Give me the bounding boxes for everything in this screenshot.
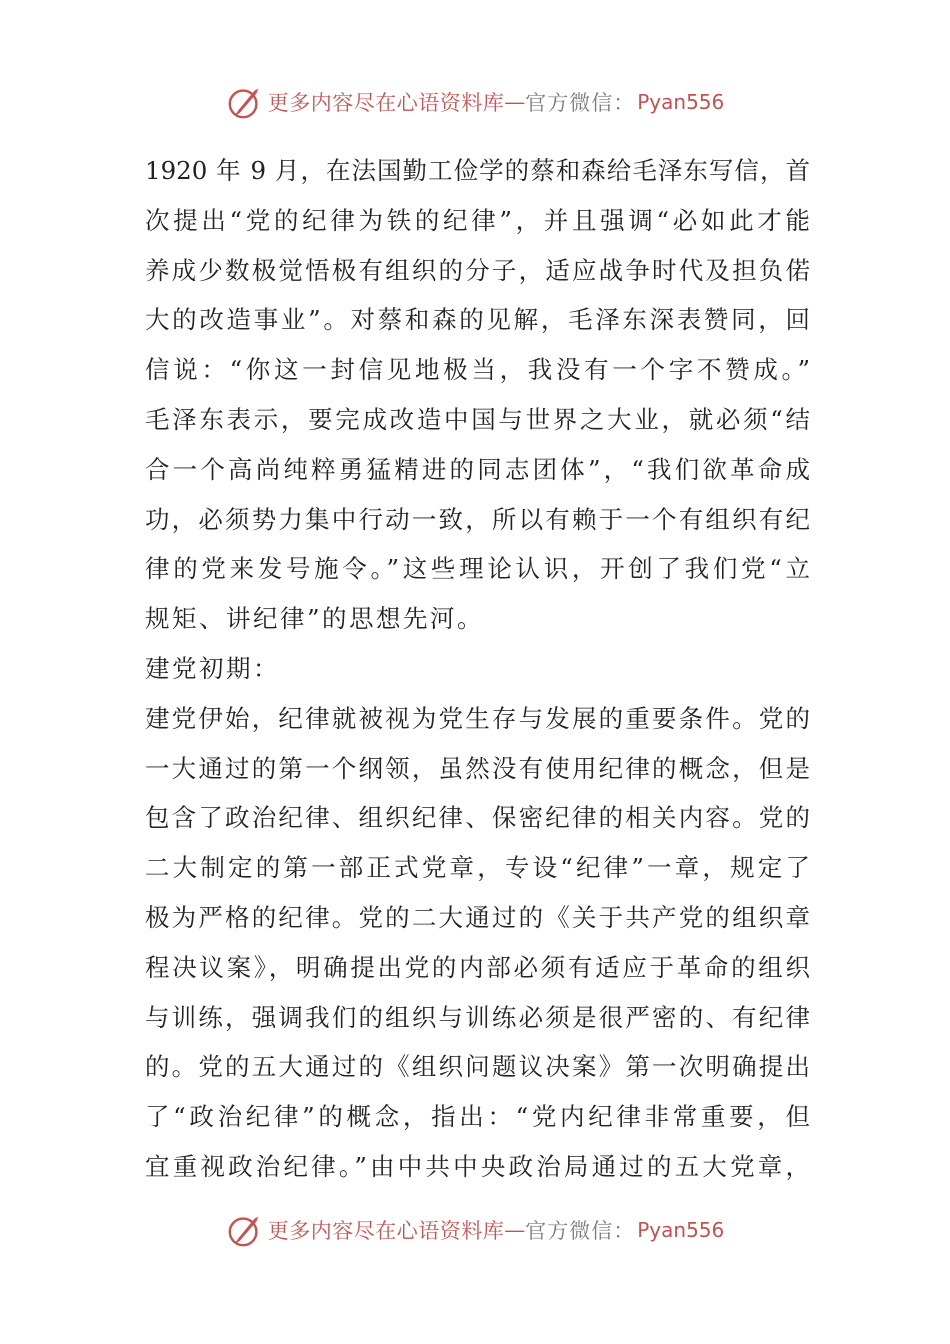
banner-separator: — [504,90,526,114]
text-line: 律的党来发号施令。”这些理论认识，开创了我们党“立 [145,554,810,584]
text-line: 信说：“你这一封信见地极当，我没有一个字不赞成。” [145,355,810,385]
text-line: 一大通过的第一个纲领，虽然没有使用纪律的概念，但是 [145,753,810,783]
wechat-id: Pyan556 [637,1218,725,1242]
text-line: 1920 年 9 月，在法国勤工俭学的蔡和森给毛泽东写信，首 [145,156,810,185]
section-heading: 建党初期： [145,653,280,683]
text-line: 规矩、讲纪律”的思想先河。 [145,604,485,634]
text-line: 建党伊始，纪律就被视为党生存与发展的重要条件。党的 [145,703,810,733]
footer-banner [0,1208,950,1252]
wechat-label: 官方微信： [525,91,636,115]
text-line: 合一个高尚纯粹勇猛精进的同志团体”，“我们欲革命成 [145,454,810,484]
text-line: 功，必须势力集中行动一致，所以有赖于一个有组织有纪 [145,504,810,534]
header-banner [0,80,950,124]
banner-separator: — [504,1218,526,1242]
text-line: 大的改造事业”。对蔡和森的见解，毛泽东深表赞同，回 [145,305,810,335]
text-line: 宜重视政治纪律。”由中共中央政治局通过的五大党章， [145,1151,810,1181]
text-line: 了“政治纪律”的概念，指出：“党内纪律非常重要，但 [145,1102,810,1132]
text-line: 与训练，强调我们的组织与训练必须是很严密的、有纪律 [145,1002,810,1032]
body-text [145,146,810,1192]
text-line: 养成少数极觉悟极有组织的分子，适应战争时代及担负偌 [145,255,810,285]
wechat-label: 官方微信： [525,1219,636,1243]
text-line: 的。党的五大通过的《组织问题议决案》第一次明确提出 [145,1052,810,1082]
text-line: 极为严格的纪律。党的二大通过的《关于共产党的组织章 [145,902,810,932]
wechat-id: Pyan556 [637,90,725,114]
text-line: 二大制定的第一部正式党章，专设“纪律”一章，规定了 [145,853,810,883]
text-line: 次提出“党的纪律为铁的纪律”，并且强调“必如此才能 [145,205,810,235]
site-text: 更多内容尽在心语资料库 [267,1219,505,1243]
site-text: 更多内容尽在心语资料库 [267,91,505,115]
text-line: 包含了政治纪律、组织纪律、保密纪律的相关内容。党的 [145,803,810,833]
quill-logo-icon [226,1211,264,1249]
quill-logo-icon [226,83,264,121]
text-line: 程决议案》，明确提出党的内部必须有适应于革命的组织 [145,952,810,982]
text-line: 毛泽东表示，要完成改造中国与世界之大业，就必须“结 [145,404,810,434]
